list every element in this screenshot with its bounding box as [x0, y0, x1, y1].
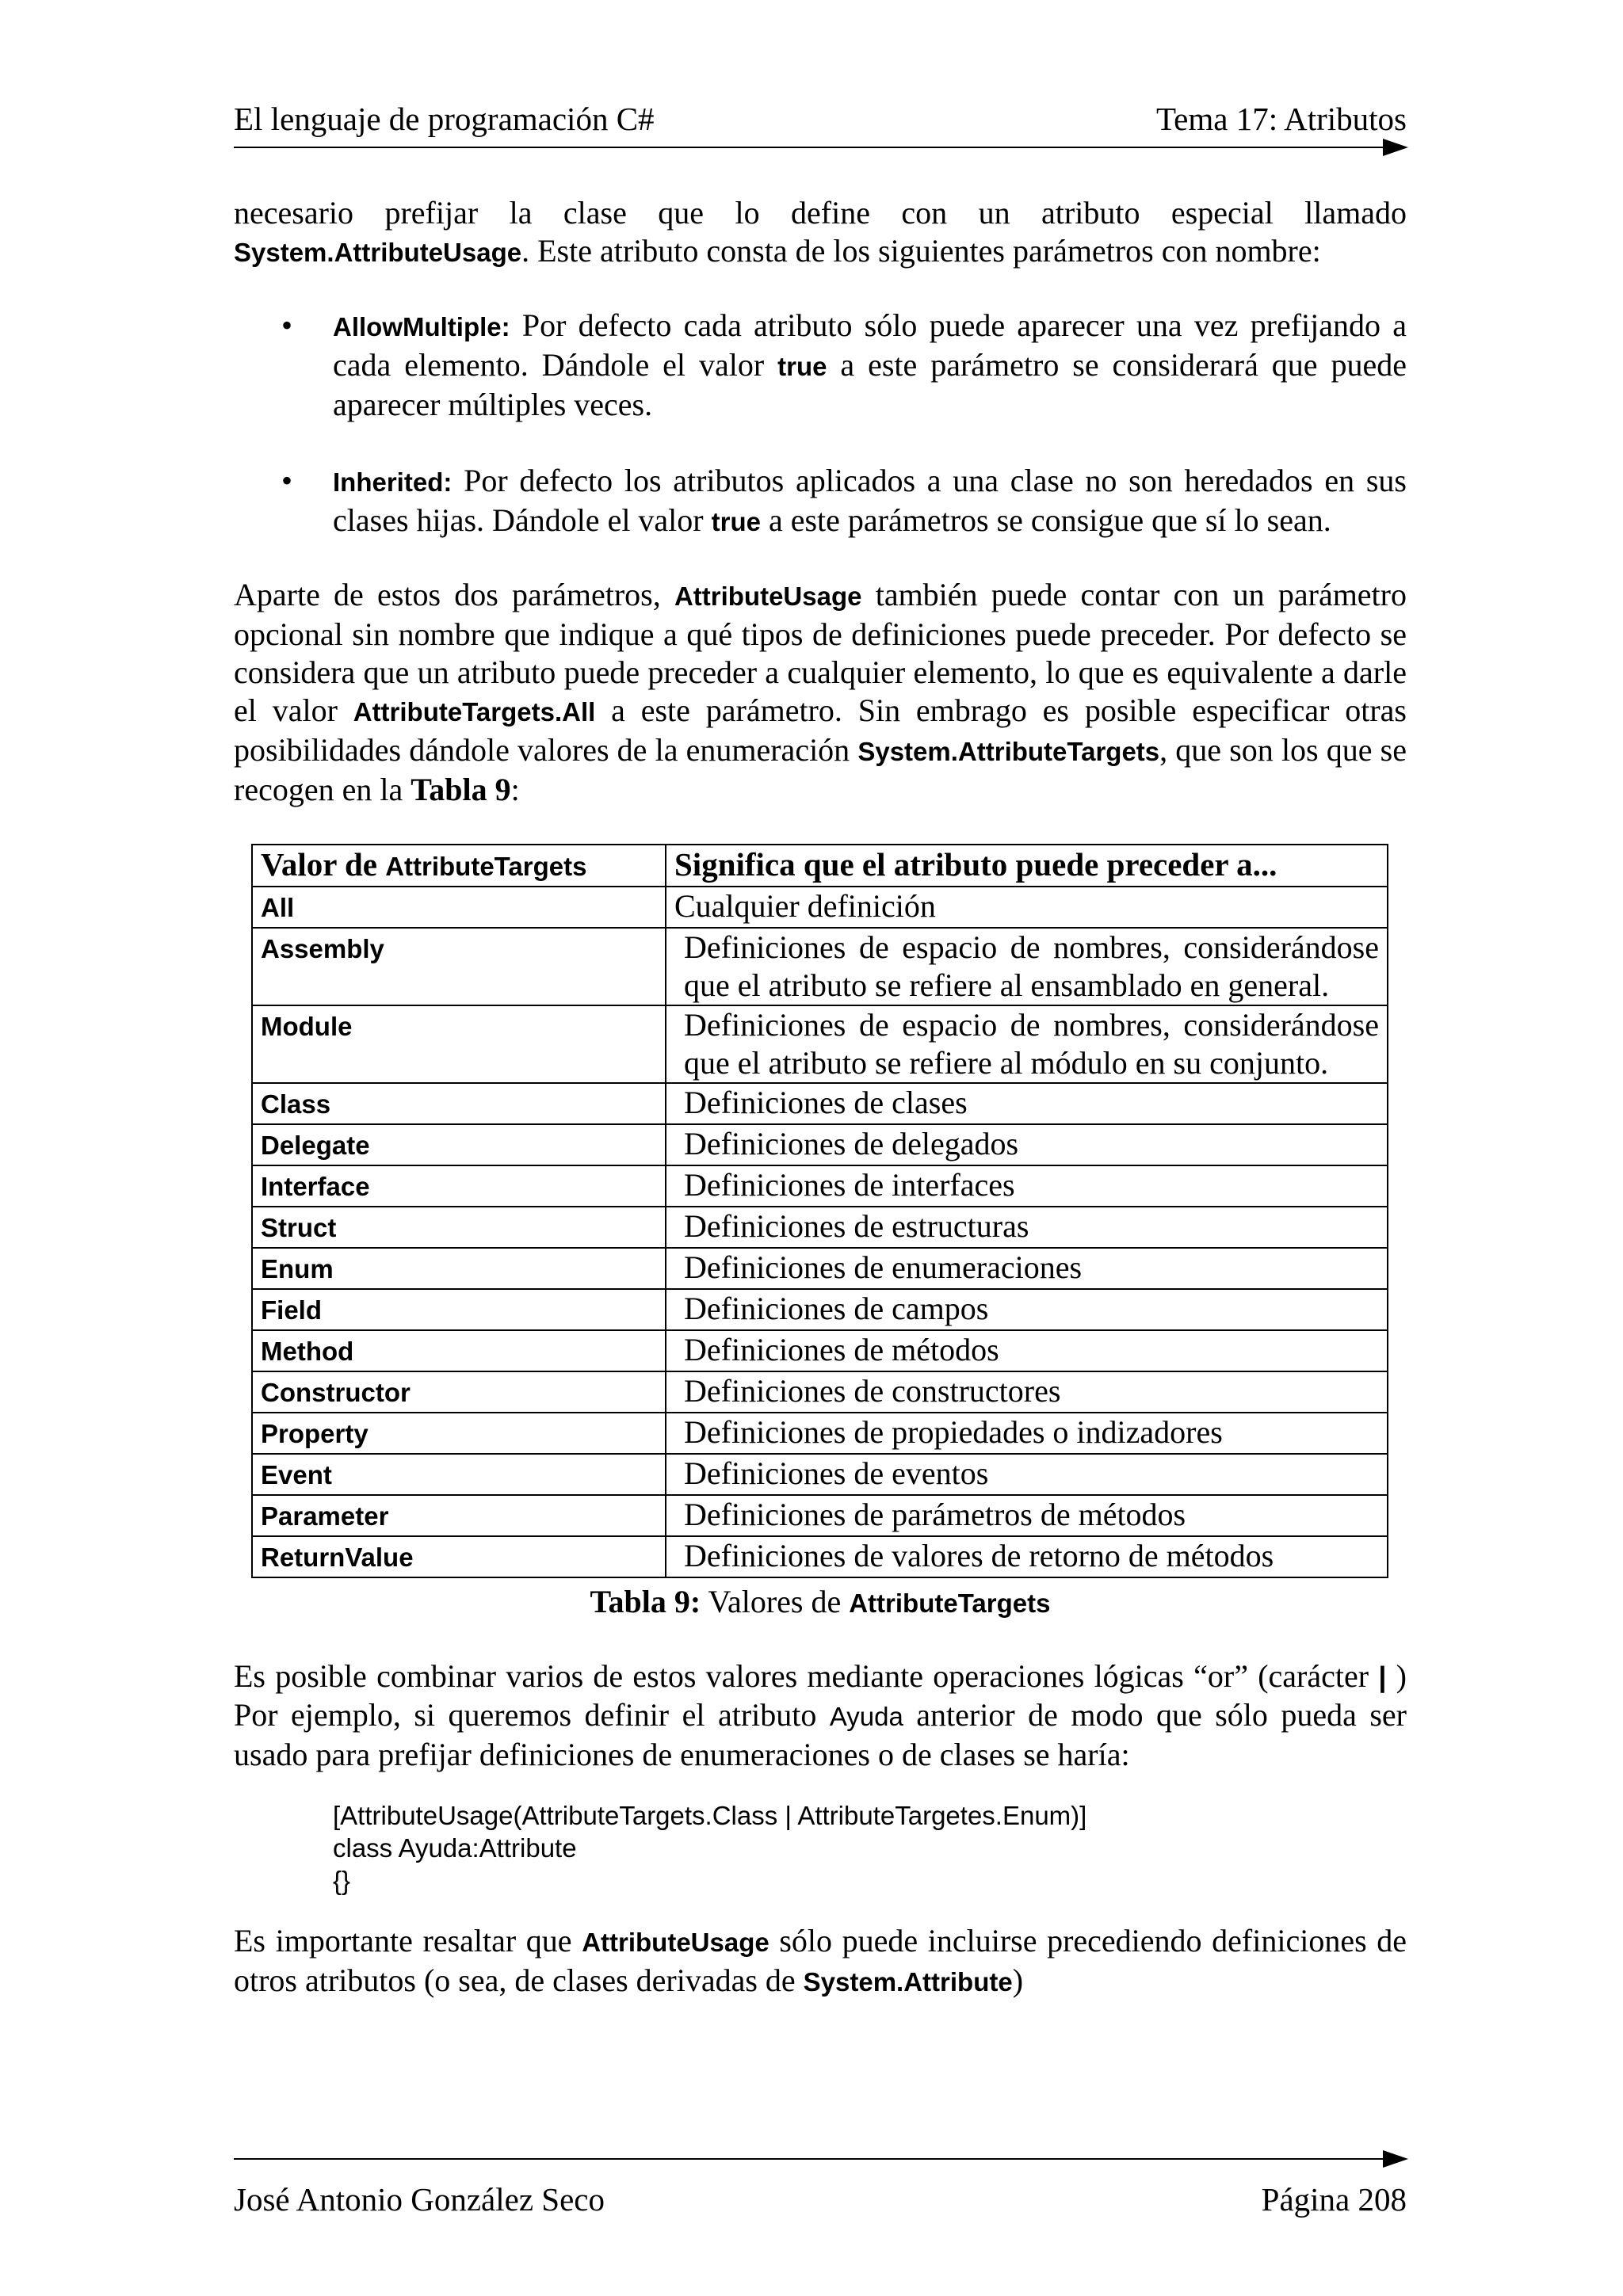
table-row — [252, 1165, 1388, 1207]
target-meaning-cell: Definiciones de clases — [666, 1083, 1388, 1124]
target-value-cell: Module — [252, 1005, 666, 1083]
target-meaning-cell: Definiciones de campos — [666, 1289, 1388, 1330]
target-meaning-cell: Definiciones de estructuras — [666, 1207, 1388, 1248]
page-footer — [234, 2180, 1407, 2218]
closing-paragraph: Es importante resaltar que AttributeUsage sólo puede incluirse precediendo definiciones de otros atributos (o sea, de clases derivadas de System.Attribute) — [234, 1923, 1407, 1998]
header-rule — [234, 147, 1383, 148]
inline-code: true — [777, 352, 827, 381]
footer-rule — [234, 2158, 1383, 2160]
table-header-row — [252, 845, 1388, 887]
pipe-character: | — [1378, 1661, 1387, 1693]
table-row — [252, 1371, 1388, 1413]
target-value-cell: Class — [252, 1083, 666, 1124]
target-value-cell: Field — [252, 1289, 666, 1330]
table-row — [252, 1454, 1388, 1495]
target-meaning-cell: Definiciones de parámetros de métodos — [666, 1495, 1388, 1536]
header-chapter-title: Tema 17: Atributos — [1156, 101, 1407, 137]
table-row — [252, 1289, 1388, 1330]
parameter-name: Inherited: — [333, 467, 453, 497]
table-row — [252, 1207, 1388, 1248]
target-meaning-cell: Cualquier definición — [666, 887, 1388, 928]
target-meaning-cell: Definiciones de eventos — [666, 1454, 1388, 1495]
inline-code: Ayuda — [829, 1702, 903, 1731]
header-book-title: El lenguaje de programación C# — [234, 101, 655, 137]
code-line: [AttributeUsage(AttributeTargets.Class | AttributeTargetes.Enum)] — [333, 1801, 1087, 1830]
page-header — [234, 100, 1407, 138]
table-row — [252, 1124, 1388, 1165]
inline-code: System.AttributeUsage — [234, 238, 522, 267]
target-meaning-cell: Definiciones de constructores — [666, 1371, 1388, 1413]
table-header-cell: Significa que el atributo puede preceder a... — [666, 845, 1388, 887]
code-line: {} — [333, 1866, 351, 1895]
target-meaning-cell: Definiciones de propiedades o indizadores — [666, 1413, 1388, 1454]
code-line: class Ayuda:Attribute — [333, 1833, 577, 1863]
table-row — [252, 1248, 1388, 1289]
target-value-cell: All — [252, 887, 666, 928]
inline-code: AttributeTargets.All — [353, 697, 596, 727]
combination-paragraph: Es posible combinar varios de estos valores mediante operaciones lógicas “or” (carácter | ) Por ejemplo, si queremos definir el atributo Ayuda anterior de modo que sólo pueda ser usado para prefijar definiciones de enumeraciones o de clases se haría: — [234, 1658, 1407, 1772]
target-value-cell: Method — [252, 1330, 666, 1371]
target-meaning-cell: Definiciones de enumeraciones — [666, 1248, 1388, 1289]
target-meaning-cell: Definiciones de métodos — [666, 1330, 1388, 1371]
inline-code: System.AttributeTargets — [857, 737, 1160, 766]
footer-arrow-icon — [1383, 2150, 1408, 2168]
target-value-cell: Event — [252, 1454, 666, 1495]
table-row — [252, 1536, 1388, 1577]
inline-code: System.Attribute — [803, 1967, 1013, 1997]
target-meaning-cell: Definiciones de valores de retorno de métodos — [666, 1536, 1388, 1577]
table-row — [252, 928, 1388, 1005]
target-value-cell: Enum — [252, 1248, 666, 1289]
table-header-cell: Valor de AttributeTargets — [252, 845, 666, 887]
list-item: • Inherited: Por defecto los atributos aplicados a una clase no son heredados en sus clases hijas. Dándole el valor true a este parámetros se consigue que sí lo sean. — [281, 463, 1407, 538]
table-row — [252, 1330, 1388, 1371]
target-value-cell: Delegate — [252, 1124, 666, 1165]
parameter-name: AllowMultiple: — [333, 312, 510, 341]
target-value-cell: ReturnValue — [252, 1536, 666, 1577]
target-value-cell: Parameter — [252, 1495, 666, 1536]
list-item: • AllowMultiple: Por defecto cada atributo sólo puede aparecer una vez prefijando a cada elemento. Dándole el valor true a este parámetro se considerará que puede aparecer múltiples veces. — [281, 307, 1407, 422]
named-parameters-list — [234, 307, 1407, 541]
table-reference: Tabla 9 — [411, 772, 511, 807]
page-body — [234, 194, 1407, 2001]
table-row — [252, 1083, 1388, 1124]
footer-page-number: Página 208 — [1261, 2181, 1407, 2218]
footer-author: José Antonio González Seco — [234, 2181, 605, 2218]
inline-code: true — [711, 507, 761, 536]
target-meaning-cell: Definiciones de espacio de nombres, considerándose que el atributo se refiere al módulo en su conjunto. — [666, 1005, 1388, 1083]
target-meaning-cell: Definiciones de espacio de nombres, considerándose que el atributo se refiere al ensamblado en general. — [666, 928, 1388, 1005]
table-caption: Tabla 9: Valores de AttributeTargets — [590, 1584, 1051, 1619]
target-value-cell: Struct — [252, 1207, 666, 1248]
table-row — [252, 1495, 1388, 1536]
target-value-cell: Property — [252, 1413, 666, 1454]
bullet-icon: • — [281, 463, 293, 498]
target-meaning-cell: Definiciones de delegados — [666, 1124, 1388, 1165]
table-row — [252, 1413, 1388, 1454]
header-arrow-icon — [1383, 139, 1408, 156]
code-example — [333, 1799, 1407, 1897]
bullet-icon: • — [281, 307, 293, 343]
target-value-cell: Interface — [252, 1165, 666, 1207]
attribute-targets-paragraph: Aparte de estos dos parámetros, AttributeUsage también puede contar con un parámetro opcional sin nombre que indique a qué tipos de definiciones puede preceder. Por defecto se considera que un atributo puede preceder a cualquier elemento, lo que es equivalente a darle el valor AttributeTargets.All a este parámetro. Sin embrago es posible especificar otras posibilidades dándole valores de la enumeración System.AttributeTargets, que son los que se recogen en la Tabla 9: — [234, 577, 1407, 807]
table-row — [252, 1005, 1388, 1083]
target-meaning-cell: Definiciones de interfaces — [666, 1165, 1388, 1207]
target-value-cell: Assembly — [252, 928, 666, 1005]
target-value-cell: Constructor — [252, 1371, 666, 1413]
inline-code: AttributeUsage — [582, 1928, 769, 1957]
table-row — [252, 887, 1388, 928]
attribute-targets-table — [251, 844, 1388, 1578]
inline-code: AttributeUsage — [674, 582, 862, 611]
intro-paragraph: necesario prefijar la clase que lo define con un atributo especial llamado System.AttributeUsage. Este atributo consta de los siguientes parámetros con nombre: — [234, 195, 1407, 269]
